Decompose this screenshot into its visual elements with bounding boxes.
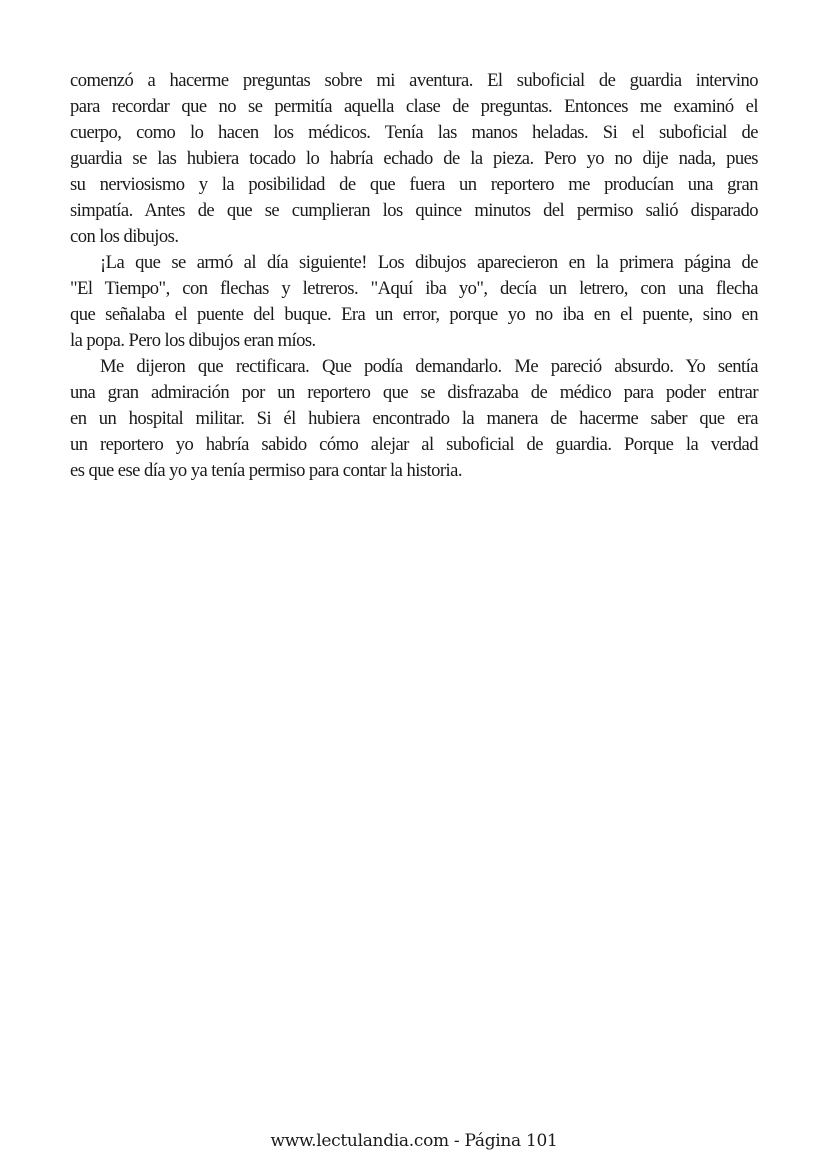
text-line: una gran admiración por un reportero que se disfrazaba de médico para poder entrar	[70, 382, 758, 403]
text-line: comenzó a hacerme preguntas sobre mi aventura. El suboficial de guardia intervino	[70, 70, 758, 91]
text-line: en un hospital militar. Si él hubiera encontrado la manera de hacerme saber que era	[70, 408, 758, 429]
text-line: Me dijeron que rectificara. Que podía demandarlo. Me pareció absurdo. Yo sentía	[100, 356, 758, 377]
text-line: simpatía. Antes de que se cumplieran los quince minutos del permiso salió disparado	[70, 200, 758, 221]
text-line: es que ese día yo ya tenía permiso para contar la historia.	[70, 460, 462, 481]
text-line: "El Tiempo", con flechas y letreros. "Aquí iba yo", decía un letrero, con una flecha	[70, 278, 758, 299]
text-line: su nerviosismo y la posibilidad de que fuera un reportero me producían una gran	[70, 174, 758, 195]
page-footer: www.lectulandia.com - Página 101	[270, 1131, 558, 1151]
text-line: un reportero yo habría sabido cómo alejar al suboficial de guardia. Porque la verdad	[70, 434, 758, 455]
body-text	[70, 68, 758, 484]
paragraph	[70, 354, 758, 484]
text-line: la popa. Pero los dibujos eran míos.	[70, 330, 316, 351]
paragraph	[70, 250, 758, 354]
text-line: cuerpo, como lo hacen los médicos. Tenía las manos heladas. Si el suboficial de	[70, 122, 758, 143]
text-line: ¡La que se armó al día siguiente! Los dibujos aparecieron en la primera página de	[100, 252, 758, 273]
text-line: para recordar que no se permitía aquella clase de preguntas. Entonces me examinó el	[70, 96, 758, 117]
text-line: con los dibujos.	[70, 226, 179, 247]
text-line: que señalaba el puente del buque. Era un error, porque yo no iba en el puente, sino en	[70, 304, 758, 325]
paragraph	[70, 68, 758, 250]
text-line: guardia se las hubiera tocado lo habría echado de la pieza. Pero yo no dije nada, pues	[70, 148, 758, 169]
